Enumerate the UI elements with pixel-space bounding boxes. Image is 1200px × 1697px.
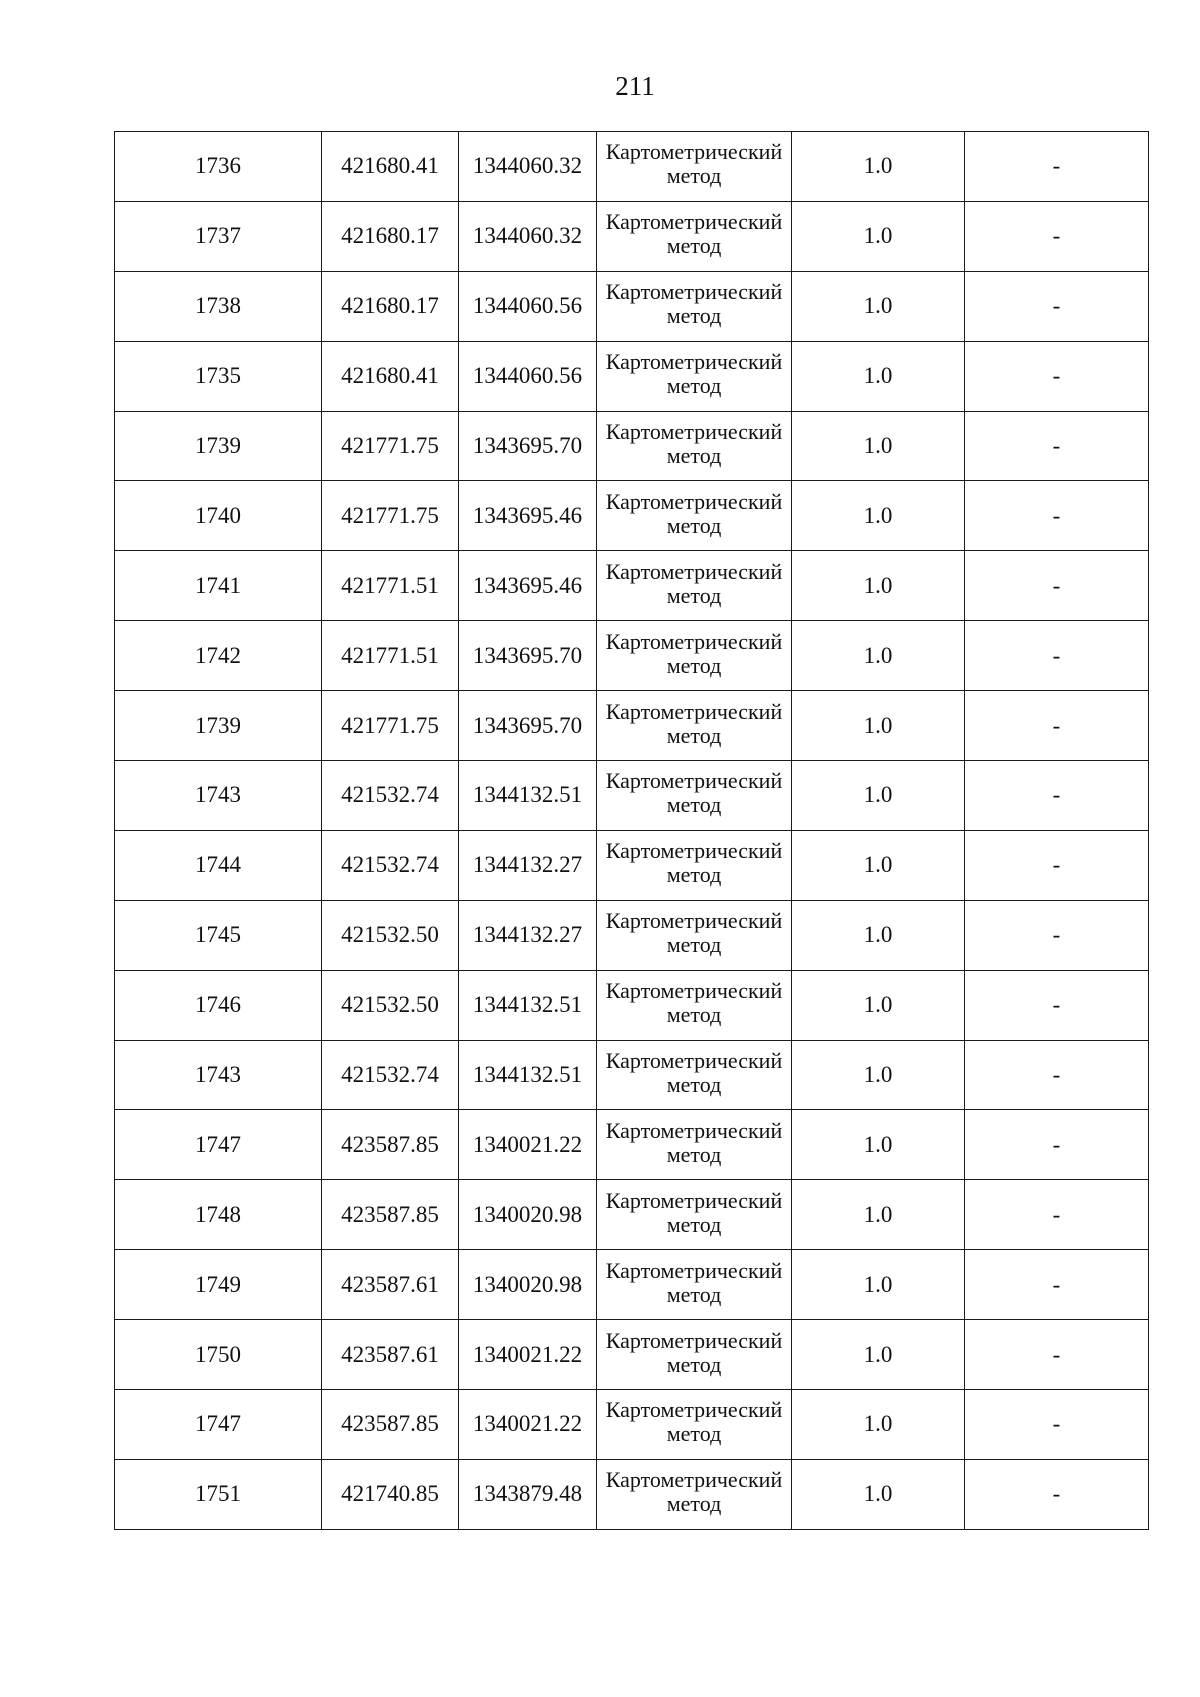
cell-note: - — [965, 1250, 1149, 1320]
cell-x-coordinate: 423587.85 — [322, 1390, 459, 1460]
cell-x-coordinate: 421771.51 — [322, 551, 459, 621]
cell-accuracy: 1.0 — [792, 970, 965, 1040]
cell-x-coordinate: 421680.17 — [322, 201, 459, 271]
cell-x-coordinate: 423587.61 — [322, 1250, 459, 1320]
table-row — [115, 1110, 1149, 1180]
cell-y-coordinate: 1343695.46 — [459, 551, 597, 621]
cell-point-number: 1748 — [115, 1180, 322, 1250]
cell-y-coordinate: 1344132.51 — [459, 761, 597, 831]
cell-note: - — [965, 341, 1149, 411]
cell-method — [597, 132, 792, 202]
cell-point-number: 1738 — [115, 271, 322, 341]
cell-y-coordinate: 1344132.27 — [459, 900, 597, 970]
cell-method — [597, 551, 792, 621]
table-row — [115, 1459, 1149, 1529]
cell-x-coordinate: 423587.85 — [322, 1110, 459, 1180]
method-line-1: Картометрический — [605, 419, 783, 444]
cell-note: - — [965, 1320, 1149, 1390]
table-row — [115, 970, 1149, 1040]
cell-accuracy: 1.0 — [792, 1040, 965, 1110]
cell-point-number: 1750 — [115, 1320, 322, 1390]
cell-point-number: 1745 — [115, 900, 322, 970]
coordinates-table — [114, 131, 1149, 1530]
cell-note: - — [965, 970, 1149, 1040]
method-line-1: Картометрический — [605, 978, 783, 1004]
method-line-2: метод — [666, 652, 722, 678]
method-line-1: Картометрический — [605, 488, 783, 514]
cell-accuracy: 1.0 — [792, 1110, 965, 1180]
cell-accuracy: 1.0 — [792, 481, 965, 551]
cell-method — [597, 271, 792, 341]
method-line-2: метод — [666, 443, 722, 468]
cell-x-coordinate: 421771.75 — [322, 411, 459, 481]
cell-x-coordinate: 423587.61 — [322, 1320, 459, 1390]
method-line-2: метод — [666, 1491, 722, 1517]
cell-y-coordinate: 1344060.32 — [459, 201, 597, 271]
cell-method — [597, 900, 792, 970]
method-line-1: Картометрический — [605, 279, 783, 305]
cell-note: - — [965, 621, 1149, 691]
cell-accuracy: 1.0 — [792, 900, 965, 970]
cell-method — [597, 830, 792, 900]
table-row — [115, 411, 1149, 481]
cell-accuracy: 1.0 — [792, 551, 965, 621]
method-line-2: метод — [666, 1421, 722, 1447]
cell-accuracy: 1.0 — [792, 761, 965, 831]
cell-method — [597, 1390, 792, 1460]
cell-point-number: 1741 — [115, 551, 322, 621]
cell-point-number: 1735 — [115, 341, 322, 411]
cell-method — [597, 201, 792, 271]
method-line-2: метод — [666, 862, 722, 888]
cell-y-coordinate: 1340021.22 — [459, 1110, 597, 1180]
cell-y-coordinate: 1344060.56 — [459, 271, 597, 341]
cell-y-coordinate: 1343695.46 — [459, 481, 597, 551]
cell-accuracy: 1.0 — [792, 830, 965, 900]
cell-y-coordinate: 1344132.27 — [459, 830, 597, 900]
method-line-2: метод — [666, 163, 722, 189]
cell-y-coordinate: 1340020.98 — [459, 1250, 597, 1320]
method-line-2: метод — [666, 1141, 722, 1167]
table-row — [115, 1250, 1149, 1320]
cell-x-coordinate: 421680.17 — [322, 271, 459, 341]
method-line-1: Картометрический — [605, 698, 783, 724]
cell-note: - — [965, 830, 1149, 900]
method-line-2: метод — [666, 792, 722, 818]
cell-method — [597, 621, 792, 691]
cell-y-coordinate: 1344132.51 — [459, 1040, 597, 1110]
cell-note: - — [965, 201, 1149, 271]
cell-x-coordinate: 421771.51 — [322, 621, 459, 691]
table-row — [115, 201, 1149, 271]
cell-point-number: 1743 — [115, 1040, 322, 1110]
cell-y-coordinate: 1344060.32 — [459, 132, 597, 202]
cell-method — [597, 691, 792, 761]
cell-y-coordinate: 1340021.22 — [459, 1320, 597, 1390]
page-number: 211 — [615, 71, 655, 101]
cell-x-coordinate: 421532.50 — [322, 900, 459, 970]
cell-x-coordinate: 421532.74 — [322, 761, 459, 831]
method-line-2: метод — [666, 1281, 722, 1307]
table-row — [115, 1040, 1149, 1110]
table-row — [115, 551, 1149, 621]
method-line-1: Картометрический — [605, 838, 783, 864]
cell-note: - — [965, 132, 1149, 202]
cell-note: - — [965, 900, 1149, 970]
cell-y-coordinate: 1344132.51 — [459, 970, 597, 1040]
cell-method — [597, 761, 792, 831]
method-line-2: метод — [666, 512, 722, 538]
table-row — [115, 1390, 1149, 1460]
cell-accuracy: 1.0 — [792, 1459, 965, 1529]
method-line-1: Картометрический — [605, 349, 783, 375]
table-row — [115, 621, 1149, 691]
cell-method — [597, 1459, 792, 1529]
table-row — [115, 132, 1149, 202]
cell-note: - — [965, 481, 1149, 551]
cell-accuracy: 1.0 — [792, 1180, 965, 1250]
cell-accuracy: 1.0 — [792, 621, 965, 691]
cell-note: - — [965, 691, 1149, 761]
cell-note: - — [965, 271, 1149, 341]
cell-x-coordinate: 421680.41 — [322, 132, 459, 202]
cell-accuracy: 1.0 — [792, 691, 965, 761]
table-row — [115, 271, 1149, 341]
cell-method — [597, 1040, 792, 1110]
method-line-1: Картометрический — [605, 768, 783, 794]
cell-point-number: 1742 — [115, 621, 322, 691]
method-line-2: метод — [666, 1351, 722, 1377]
cell-y-coordinate: 1343879.48 — [459, 1459, 597, 1529]
table-row — [115, 1320, 1149, 1390]
cell-accuracy: 1.0 — [792, 411, 965, 481]
method-line-2: метод — [666, 373, 722, 399]
cell-y-coordinate: 1344060.56 — [459, 341, 597, 411]
cell-note: - — [965, 1110, 1149, 1180]
cell-x-coordinate: 421532.74 — [322, 830, 459, 900]
cell-note: - — [965, 1390, 1149, 1460]
table-row — [115, 1180, 1149, 1250]
cell-note: - — [965, 411, 1149, 481]
method-line-1: Картометрический — [605, 1187, 783, 1213]
cell-accuracy: 1.0 — [792, 132, 965, 202]
cell-method — [597, 1320, 792, 1390]
cell-point-number: 1739 — [115, 691, 322, 761]
cell-point-number: 1746 — [115, 970, 322, 1040]
cell-point-number: 1747 — [115, 1390, 322, 1460]
cell-accuracy: 1.0 — [792, 201, 965, 271]
cell-accuracy: 1.0 — [792, 271, 965, 341]
method-line-1: Картометрический — [605, 1257, 783, 1283]
cell-method — [597, 411, 792, 481]
cell-note: - — [965, 1459, 1149, 1529]
method-line-2: метод — [666, 233, 722, 259]
cell-point-number: 1739 — [115, 411, 322, 481]
cell-note: - — [965, 761, 1149, 831]
method-line-2: метод — [666, 1211, 722, 1237]
method-line-1: Картометрический — [605, 1397, 783, 1423]
cell-x-coordinate: 421532.74 — [322, 1040, 459, 1110]
cell-point-number: 1749 — [115, 1250, 322, 1320]
cell-y-coordinate: 1340020.98 — [459, 1180, 597, 1250]
cell-accuracy: 1.0 — [792, 1250, 965, 1320]
cell-x-coordinate: 421771.75 — [322, 691, 459, 761]
method-line-1: Картометрический — [605, 628, 783, 654]
method-line-1: Картометрический — [605, 1117, 783, 1143]
cell-method — [597, 1250, 792, 1320]
cell-point-number: 1737 — [115, 201, 322, 271]
cell-x-coordinate: 421532.50 — [322, 970, 459, 1040]
method-line-1: Картометрический — [605, 1048, 783, 1074]
table-body — [115, 132, 1149, 1530]
cell-y-coordinate: 1343695.70 — [459, 411, 597, 481]
method-line-1: Картометрический — [605, 908, 783, 934]
table-row — [115, 481, 1149, 551]
method-line-2: метод — [666, 1002, 722, 1028]
cell-x-coordinate: 421740.85 — [322, 1459, 459, 1529]
method-line-1: Картометрический — [605, 209, 783, 235]
cell-point-number: 1747 — [115, 1110, 322, 1180]
cell-y-coordinate: 1343695.70 — [459, 691, 597, 761]
table-row — [115, 900, 1149, 970]
cell-accuracy: 1.0 — [792, 341, 965, 411]
cell-method — [597, 1110, 792, 1180]
cell-method — [597, 481, 792, 551]
cell-point-number: 1736 — [115, 132, 322, 202]
cell-accuracy: 1.0 — [792, 1320, 965, 1390]
cell-method — [597, 1180, 792, 1250]
method-line-1: Картометрический — [605, 558, 783, 584]
cell-note: - — [965, 1040, 1149, 1110]
cell-method — [597, 970, 792, 1040]
method-line-2: метод — [666, 303, 722, 329]
cell-x-coordinate: 423587.85 — [322, 1180, 459, 1250]
method-line-1: Картометрический — [605, 1327, 783, 1353]
cell-y-coordinate: 1340021.22 — [459, 1390, 597, 1460]
cell-point-number: 1740 — [115, 481, 322, 551]
method-line-2: метод — [666, 1072, 722, 1098]
method-line-1: Картометрический — [605, 1467, 783, 1493]
method-line-2: метод — [666, 722, 722, 748]
table-row — [115, 691, 1149, 761]
cell-point-number: 1744 — [115, 830, 322, 900]
table-row — [115, 761, 1149, 831]
cell-x-coordinate: 421771.75 — [322, 481, 459, 551]
cell-point-number: 1751 — [115, 1459, 322, 1529]
method-line-2: метод — [666, 582, 722, 608]
cell-y-coordinate: 1343695.70 — [459, 621, 597, 691]
table-row — [115, 341, 1149, 411]
cell-x-coordinate: 421680.41 — [322, 341, 459, 411]
cell-method — [597, 341, 792, 411]
table-row — [115, 830, 1149, 900]
method-line-1: Картометрический — [605, 139, 783, 165]
cell-note: - — [965, 551, 1149, 621]
cell-point-number: 1743 — [115, 761, 322, 831]
method-line-2: метод — [666, 932, 722, 958]
cell-note: - — [965, 1180, 1149, 1250]
cell-accuracy: 1.0 — [792, 1390, 965, 1460]
